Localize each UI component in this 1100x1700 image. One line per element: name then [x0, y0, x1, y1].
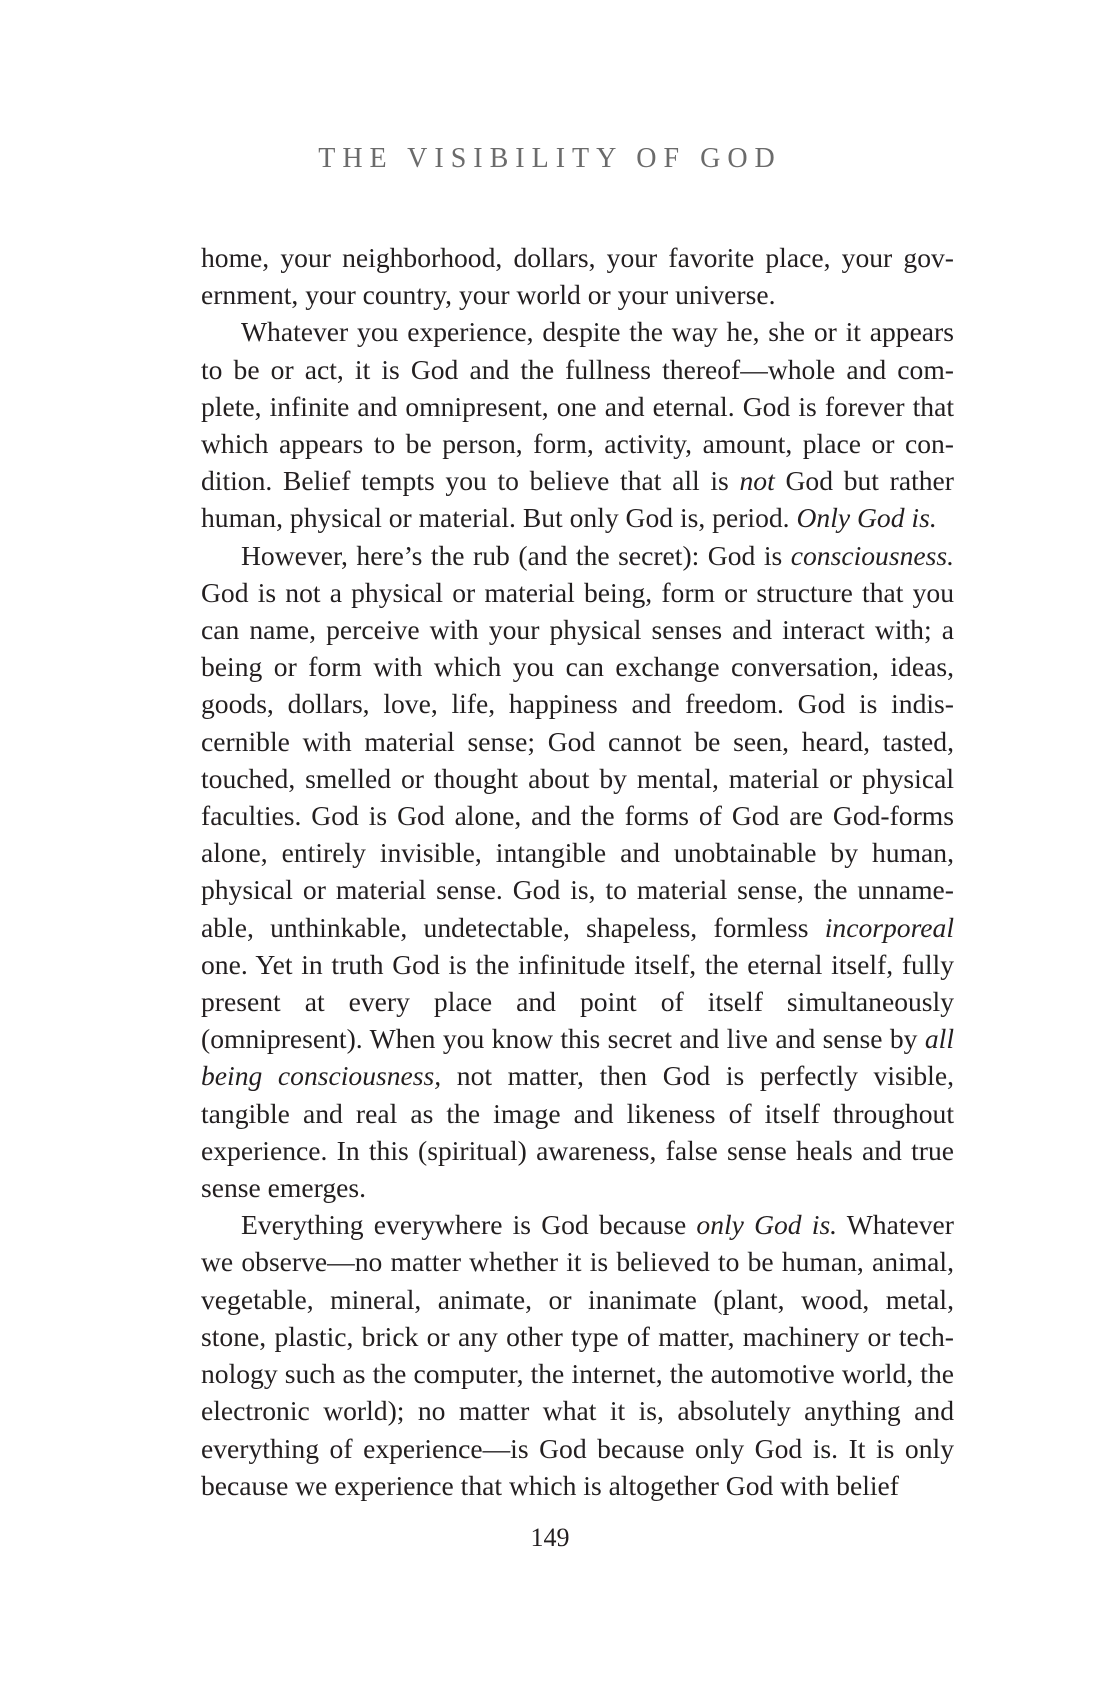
paragraph-text: not matter, then God is perfectly visible, tangible and real as the image and likeness of itself throughout experience. In this (spiritual) awareness, false sense heals and true sense emerges.	[201, 1060, 954, 1204]
paragraph-text: However, here’s the rub (and the secret): God is	[241, 539, 791, 571]
paragraph-3	[201, 537, 954, 1207]
italic-text: not	[739, 465, 775, 497]
paragraph-text: home, your neighborhood, dollars, your favorite place, your government, your country, your world or your universe.	[201, 242, 954, 311]
page-number: 149	[530, 1523, 570, 1552]
paragraph-text: God is not a physical or material being, form or structure that you can name, perceive with your physical senses and interact with; a being or form with which you can exchange conversation, ideas, goods, dollars, love, life, happiness and freedom. God is indiscernible with material sense; God cannot be seen, heard, tasted, touched, smelled or thought about by mental, material or physical faculties. God is God alone, and the forms of God are God-forms alone, entirely invisible, intangible and unobtainable by human, physical or material sense. God is, to material sense, the unnameable, unthinkable, undetectable, shapeless, formless	[201, 576, 954, 943]
italic-text: Only God is.	[796, 502, 937, 534]
italic-text: all being consciousness,	[201, 1023, 954, 1092]
paragraph-text: Whatever you experience, despite the way he, she or it appears to be or act, it is God and the fullness thereof—whole and complete, infinite and omnipresent, one and eternal. God is forever that which appears to be person, form, activity, amount, place or condition. Belief tempts you to believe that all is	[201, 316, 954, 497]
paragraph-text: one. Yet in truth God is the infinitude itself, the eternal itself, fully present at every place and point of itself simultaneously (omnipresent). When you know this secret and live and sense by	[201, 948, 954, 1055]
paragraph-1	[201, 239, 954, 313]
paragraph-2	[201, 313, 954, 536]
paragraph-text: God but rather human, physical or material. But only God is, period.	[201, 465, 954, 534]
running-head: THE VISIBILITY OF GOD	[318, 143, 782, 174]
italic-text: incorporeal	[824, 911, 954, 943]
paragraph-4	[201, 1206, 954, 1504]
paragraph-text: Whatever we observe—no matter whether it is believed to be human, animal, vegetable, mineral, animate, or inanimate (plant, wood, metal, stone, plastic, brick or any other type of matter, machinery or technology such as the computer, the internet, the automotive world, the electronic world); no matter what it is, absolutely anything and everything of experience—is God because only God is. It is only because we experience that which is altogether God with belief	[201, 1209, 954, 1501]
paragraph-text: Everything everywhere is God because	[241, 1209, 697, 1241]
italic-text: consciousness.	[790, 539, 954, 571]
body-text	[201, 239, 954, 1504]
italic-text: only God is.	[696, 1209, 838, 1241]
